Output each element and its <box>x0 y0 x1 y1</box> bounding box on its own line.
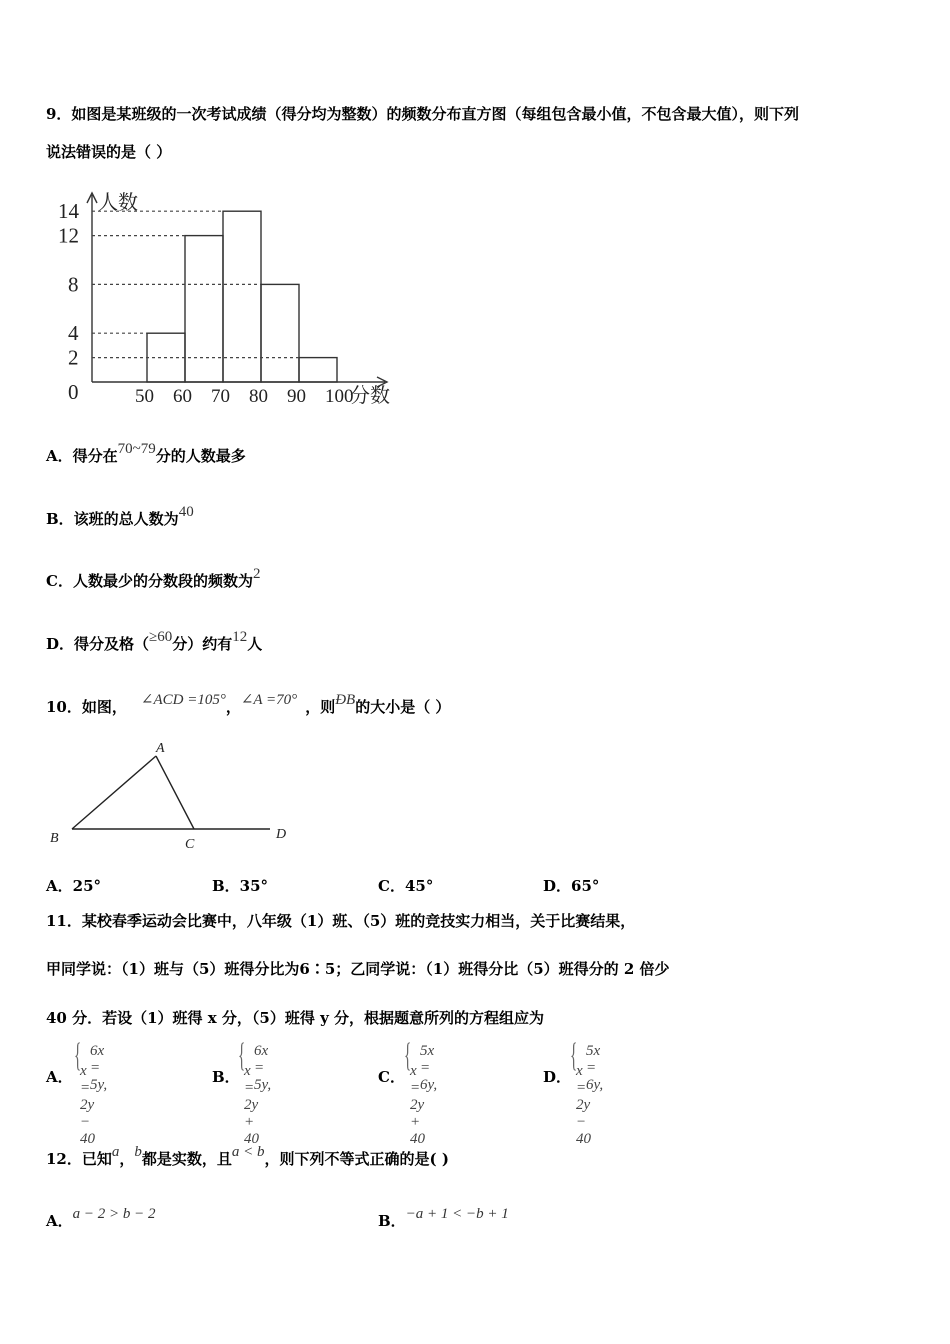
q9-option-a-math: 70~79 <box>117 441 156 457</box>
q11-choice-c-label[interactable]: C． <box>378 1068 405 1086</box>
q11-choice-b-eq1: 6x = 5y, <box>254 1043 272 1093</box>
segment-ab <box>72 756 156 829</box>
point-a-label: A <box>156 741 165 756</box>
q9-option-a-prefix: A．得分在 <box>46 447 118 465</box>
q11-choice-c-eq1: 5x = 6y, <box>420 1043 438 1093</box>
q12-comma: ， <box>119 1150 135 1168</box>
q10-suffix: 的大小是（ ） <box>355 698 451 716</box>
q12-choice-a[interactable] <box>46 1206 156 1231</box>
q9-option-d[interactable] <box>46 629 263 654</box>
q10-choice-d[interactable]: D．65° <box>543 877 600 895</box>
q9-option-b-math: 40 <box>178 504 194 520</box>
brace-icon: { <box>74 1037 82 1074</box>
x-tick-100: 100 <box>325 386 354 407</box>
y-tick-4: 4 <box>68 321 79 346</box>
histogram-bar-80-90 <box>261 284 299 382</box>
q10-math1: ∠ACD =105° <box>140 692 226 708</box>
y-axis-label: 人数 <box>98 192 138 214</box>
x-tick-50: 50 <box>135 386 154 407</box>
x-tick-60: 60 <box>173 386 192 407</box>
x-tick-70: 70 <box>211 386 230 407</box>
q11-line3: 40 分．若设（1）班得 x 分，（5）班得 y 分，根据题意所列的方程组应为 <box>46 1009 545 1027</box>
q9-option-d-math1: ≥60 <box>149 629 173 645</box>
x-axis-label: 分数 <box>350 385 390 407</box>
q10-choice-c[interactable]: C．45° <box>378 877 434 895</box>
q11-choice-d-label[interactable]: D． <box>543 1068 572 1086</box>
brace-icon: { <box>404 1037 412 1074</box>
q12-var-a: a <box>111 1144 120 1160</box>
q10-choice-b[interactable]: B．35° <box>212 877 269 895</box>
q10-math2: ∠A =70° <box>240 692 298 708</box>
segment-ac <box>156 756 194 829</box>
q9-option-d-math2: 12 <box>232 629 248 645</box>
q9-option-d-suffix: 人 <box>247 635 263 653</box>
q11-choice-a-eq2: x = 2y − 40 <box>80 1063 95 1147</box>
q11-choice-c-eq2: x = 2y + 40 <box>410 1063 425 1147</box>
q9-histogram <box>50 185 410 415</box>
q11-choice-b-eq2: x = 2y + 40 <box>244 1063 259 1147</box>
q11-choice-a-label[interactable]: A． <box>46 1068 73 1086</box>
q9-option-b[interactable] <box>46 504 194 529</box>
point-b-label: B <box>50 831 59 846</box>
y-tick-0: 0 <box>68 380 79 404</box>
q12-prefix: 12．已知 <box>46 1150 112 1168</box>
q10-triangle-figure <box>44 736 304 856</box>
q12-stem <box>46 1144 449 1169</box>
q12-suffix: ，则下列不等式正确的是( ) <box>264 1150 449 1168</box>
point-c-label: C <box>185 837 195 852</box>
q10-prefix: 10．如图， <box>46 698 127 716</box>
histogram-bar-90-100 <box>299 358 337 382</box>
point-d-label: D <box>276 827 287 842</box>
q12-choice-b[interactable] <box>378 1206 509 1231</box>
x-tick-90: 90 <box>287 386 306 407</box>
histogram-bar-70-80 <box>223 211 261 382</box>
q10-choice-a[interactable]: A．25° <box>46 877 102 895</box>
q10-stem <box>46 692 451 717</box>
y-tick-8: 8 <box>68 272 79 297</box>
q12-mid: 都是实数，且 <box>141 1150 232 1168</box>
q11-choice-d-eq2: x = 2y − 40 <box>576 1063 591 1147</box>
q9-option-d-prefix: D．得分及格（ <box>46 635 150 653</box>
q12-condition: a < b <box>231 1144 265 1160</box>
q11-choice-b-label[interactable]: B． <box>212 1068 240 1086</box>
q12-choice-b-label: B． <box>378 1212 406 1230</box>
q12-choice-a-expr: a − 2 > b − 2 <box>72 1206 156 1222</box>
q9-option-d-mid: 分）约有 <box>172 635 233 653</box>
q11-line1: 11．某校春季运动会比赛中，八年级（1）班、（5）班的竞技实力相当，关于比赛结果， <box>46 912 636 930</box>
q12-var-b: b <box>134 1144 142 1160</box>
q9-option-c-prefix: C．人数最少的分数段的频数为 <box>46 572 253 590</box>
histogram-bar-60-70 <box>185 236 223 382</box>
q9-option-c-math: 2 <box>252 566 261 582</box>
brace-icon: { <box>570 1037 578 1074</box>
q9-option-a[interactable] <box>46 441 246 466</box>
q10-then: ，则 <box>305 698 336 716</box>
q11-line2: 甲同学说：（1）班与（5）班得分比为6∶5；乙同学说：（1）班得分比（5）班得分的 2 倍少 <box>46 960 670 978</box>
q9-stem-line2: 说法错误的是（ ） <box>46 143 172 161</box>
q12-choice-a-label: A． <box>46 1212 73 1230</box>
q9-stem-line1: 9．如图是某班级的一次考试成绩（得分均为整数）的频数分布直方图（每组包含最小值，不包含最大值），则下列 <box>46 105 799 123</box>
x-tick-80: 80 <box>249 386 268 407</box>
q9-option-c[interactable] <box>46 566 261 591</box>
q12-choice-b-expr: −a + 1 < −b + 1 <box>405 1206 509 1222</box>
q11-choice-d-eq1: 5x = 6y, <box>586 1043 604 1093</box>
brace-icon: { <box>238 1037 246 1074</box>
q10-comma: ， <box>225 698 241 716</box>
q11-choice-a-eq1: 6x = 5y, <box>90 1043 108 1093</box>
q9-option-b-prefix: B．该班的总人数为 <box>46 510 179 528</box>
y-tick-12: 12 <box>58 223 79 248</box>
y-tick-2: 2 <box>68 345 79 370</box>
q10-math3: ÐB <box>335 692 356 708</box>
y-tick-14: 14 <box>58 199 79 224</box>
q9-option-a-suffix: 分的人数最多 <box>155 447 246 465</box>
